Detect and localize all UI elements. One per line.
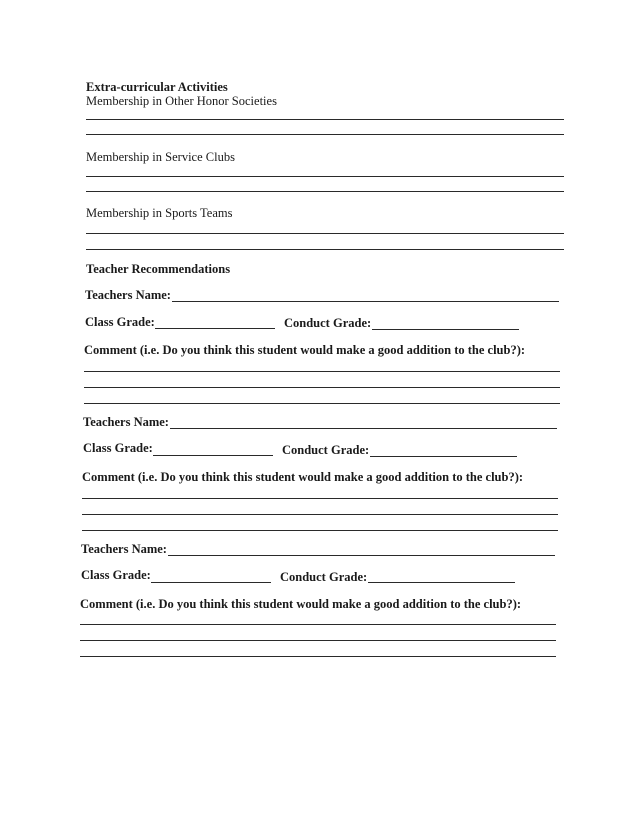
teachers-name-label-1: Teachers Name: [85, 288, 171, 302]
class-grade-line-3[interactable] [151, 582, 271, 583]
comment-line-1-1[interactable] [84, 371, 560, 372]
comment-label-2: Comment (i.e. Do you think this student would make a good addition to the club?): [82, 470, 524, 484]
conduct-grade-line-3[interactable] [368, 582, 515, 583]
teacher-recommendations-heading: Teacher Recommendations [86, 262, 231, 276]
teachers-name-label-3: Teachers Name: [81, 542, 167, 556]
conduct-grade-label-1: Conduct Grade: [284, 316, 372, 330]
conduct-grade-line-2[interactable] [370, 456, 517, 457]
class-grade-line-2[interactable] [153, 455, 273, 456]
sports-teams-line-1[interactable] [86, 233, 564, 234]
comment-line-3-2[interactable] [80, 640, 556, 641]
comment-line-1-3[interactable] [84, 403, 560, 404]
honor-societies-line-1[interactable] [86, 119, 564, 120]
sports-teams-label: Membership in Sports Teams [86, 206, 233, 220]
class-grade-label-3: Class Grade: [81, 568, 151, 582]
service-clubs-line-2[interactable] [86, 191, 564, 192]
comment-line-2-2[interactable] [82, 514, 558, 515]
comment-label-3: Comment (i.e. Do you think this student would make a good addition to the club?): [80, 597, 522, 611]
comment-line-2-3[interactable] [82, 530, 558, 531]
conduct-grade-label-2: Conduct Grade: [282, 443, 370, 457]
extracurricular-heading: Extra-curricular Activities [86, 80, 228, 94]
honor-societies-line-2[interactable] [86, 134, 564, 135]
teachers-name-label-2: Teachers Name: [83, 415, 169, 429]
class-grade-label-1: Class Grade: [85, 315, 155, 329]
comment-line-3-3[interactable] [80, 656, 556, 657]
comment-line-1-2[interactable] [84, 387, 560, 388]
comment-line-2-1[interactable] [82, 498, 558, 499]
honor-societies-label: Membership in Other Honor Societies [86, 94, 277, 108]
conduct-grade-label-3: Conduct Grade: [280, 570, 368, 584]
comment-label-1: Comment (i.e. Do you think this student would make a good addition to the club?): [84, 343, 526, 357]
conduct-grade-line-1[interactable] [372, 329, 519, 330]
service-clubs-label: Membership in Service Clubs [86, 150, 235, 164]
sports-teams-line-2[interactable] [86, 249, 564, 250]
class-grade-line-1[interactable] [155, 328, 275, 329]
teachers-name-line-3[interactable] [168, 555, 555, 556]
teachers-name-line-1[interactable] [172, 301, 559, 302]
service-clubs-line-1[interactable] [86, 176, 564, 177]
teachers-name-line-2[interactable] [170, 428, 557, 429]
class-grade-label-2: Class Grade: [83, 441, 153, 455]
comment-line-3-1[interactable] [80, 624, 556, 625]
